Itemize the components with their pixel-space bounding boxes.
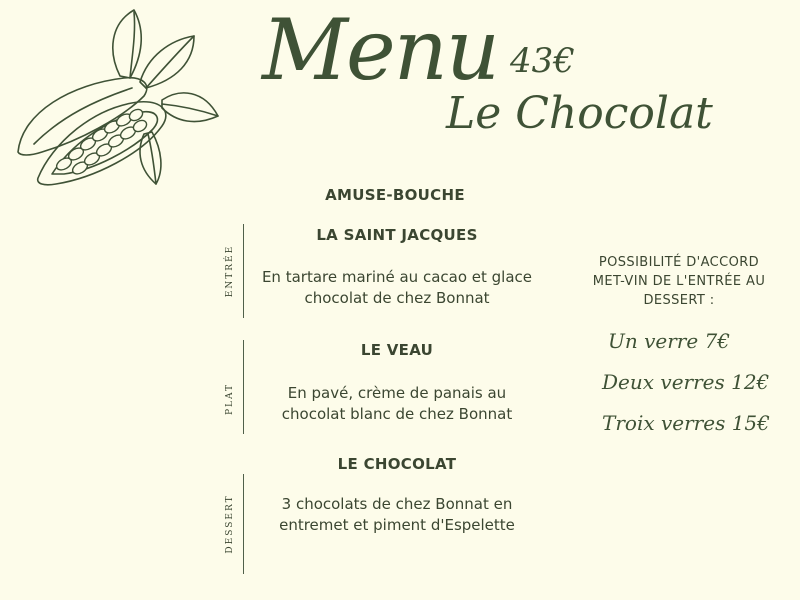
menu-title: Menu: [262, 1, 498, 99]
pairing-line-1: POSSIBILITÉ D'ACCORD: [598, 255, 760, 270]
amuse-bouche-heading: AMUSE-BOUCHE: [325, 186, 465, 204]
dessert-label: DESSERT: [225, 494, 235, 554]
pairing-option-two-glasses: Deux verres 12€: [602, 370, 770, 394]
dessert-line-1: 3 chocolats de chez Bonnat en: [281, 495, 513, 513]
dessert-title: LE CHOCOLAT: [337, 455, 457, 473]
pairing-option-three-glasses: Troix verres 15€: [602, 411, 770, 435]
plat-description: [244, 383, 550, 425]
dessert-line-2: entremet et piment d'Espelette: [279, 516, 515, 534]
plat-line-2: chocolat blanc de chez Bonnat: [281, 405, 513, 423]
entree-title: LA SAINT JACQUES: [316, 226, 478, 244]
pairing-line-2: MET-VIN DE L'ENTRÉE AU: [592, 274, 766, 289]
menu-subtitle: Le Chocolat: [446, 88, 713, 139]
plat-title: LE VEAU: [360, 341, 434, 359]
plat-line-1: En pavé, crème de panais au: [287, 384, 507, 402]
pairing-info: [572, 253, 786, 310]
cocoa-pod-icon: [12, 4, 227, 194]
menu-price: 43€: [510, 41, 575, 81]
pairing-line-3: DESSERT :: [643, 293, 715, 308]
entree-label: ENTRÉE: [225, 244, 235, 298]
entree-line-2: chocolat de chez Bonnat: [304, 289, 490, 307]
plat-label: PLAT: [225, 382, 235, 416]
dessert-description: [244, 494, 550, 536]
entree-line-1: En tartare mariné au cacao et glace: [261, 268, 533, 286]
entree-description: [244, 267, 550, 309]
pairing-option-one-glass: Un verre 7€: [608, 329, 730, 353]
